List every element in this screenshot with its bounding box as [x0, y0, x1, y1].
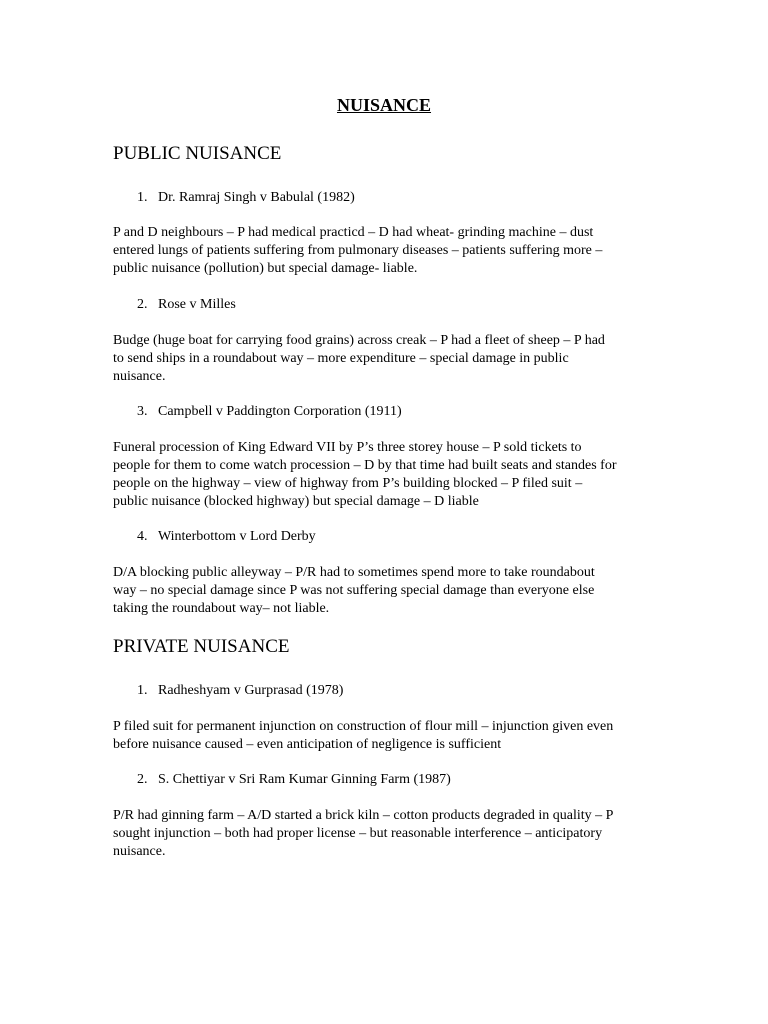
summary-line: sought injunction – both had proper license – but reasonable interference – anticipatory: [113, 826, 603, 841]
case-summary: [113, 807, 658, 861]
case-title: [137, 296, 236, 314]
case-number: 2.: [137, 772, 148, 787]
public-nuisance-heading: PUBLIC NUISANCE: [113, 143, 282, 164]
case-summary: [113, 332, 658, 386]
case-name: Radheshyam v Gurprasad (1978): [158, 683, 344, 698]
case-number: 2.: [137, 297, 148, 312]
case-name: Campbell v Paddington Corporation (1911): [158, 404, 402, 419]
summary-line: people on the highway – view of highway from P’s building blocked – P filed suit –: [113, 476, 583, 491]
case-summary: [113, 439, 658, 511]
case-number: 1.: [137, 190, 148, 205]
summary-line: Budge (huge boat for carrying food grains) across creak – P had a fleet of sheep – P had: [113, 333, 605, 348]
case-title: [137, 403, 402, 421]
case-name: Rose v Milles: [158, 297, 236, 312]
summary-line: entered lungs of patients suffering from pulmonary diseases – patients suffering more –: [113, 243, 603, 258]
summary-line: before nuisance caused – even anticipation of negligence is sufficient: [113, 737, 502, 752]
case-number: 1.: [137, 683, 148, 698]
summary-line: P/R had ginning farm – A/D started a brick kiln – cotton products degraded in quality – P: [113, 808, 614, 823]
case-title: [137, 189, 355, 207]
document-title: NUISANCE: [336, 95, 432, 115]
summary-line: P and D neighbours – P had medical practicd – D had wheat- grinding machine – dust: [113, 225, 594, 240]
summary-line: way – no special damage since P was not suffering special damage than everyone else: [113, 583, 595, 598]
summary-line: people for them to come watch procession – D by that time had built seats and standes for: [113, 458, 617, 473]
summary-line: P filed suit for permanent injunction on construction of flour mill – injunction given even: [113, 719, 614, 734]
summary-line: nuisance.: [113, 369, 166, 384]
case-number: 3.: [137, 404, 148, 419]
case-title: [137, 528, 316, 546]
case-title: [137, 682, 343, 700]
summary-line: Funeral procession of King Edward VII by P’s three storey house – P sold tickets to: [113, 440, 582, 455]
case-summary: [113, 564, 658, 618]
case-name: Winterbottom v Lord Derby: [158, 529, 316, 544]
summary-line: public nuisance (pollution) but special damage- liable.: [113, 261, 418, 276]
private-nuisance-heading: PRIVATE NUISANCE: [113, 636, 290, 657]
summary-line: public nuisance (blocked highway) but special damage – D liable: [113, 494, 479, 509]
summary-line: D/A blocking public alleyway – P/R had to sometimes spend more to take roundabout: [113, 565, 595, 580]
case-name: Dr. Ramraj Singh v Babulal (1982): [158, 190, 355, 205]
case-number: 4.: [137, 529, 148, 544]
summary-line: nuisance.: [113, 844, 166, 859]
case-title: [137, 771, 451, 789]
case-name: S. Chettiyar v Sri Ram Kumar Ginning Farm (1987): [158, 772, 451, 787]
case-summary: [113, 224, 658, 278]
summary-line: to send ships in a roundabout way – more expenditure – special damage in public: [113, 351, 569, 366]
case-summary: [113, 718, 658, 754]
summary-line: taking the roundabout way– not liable.: [113, 601, 330, 616]
